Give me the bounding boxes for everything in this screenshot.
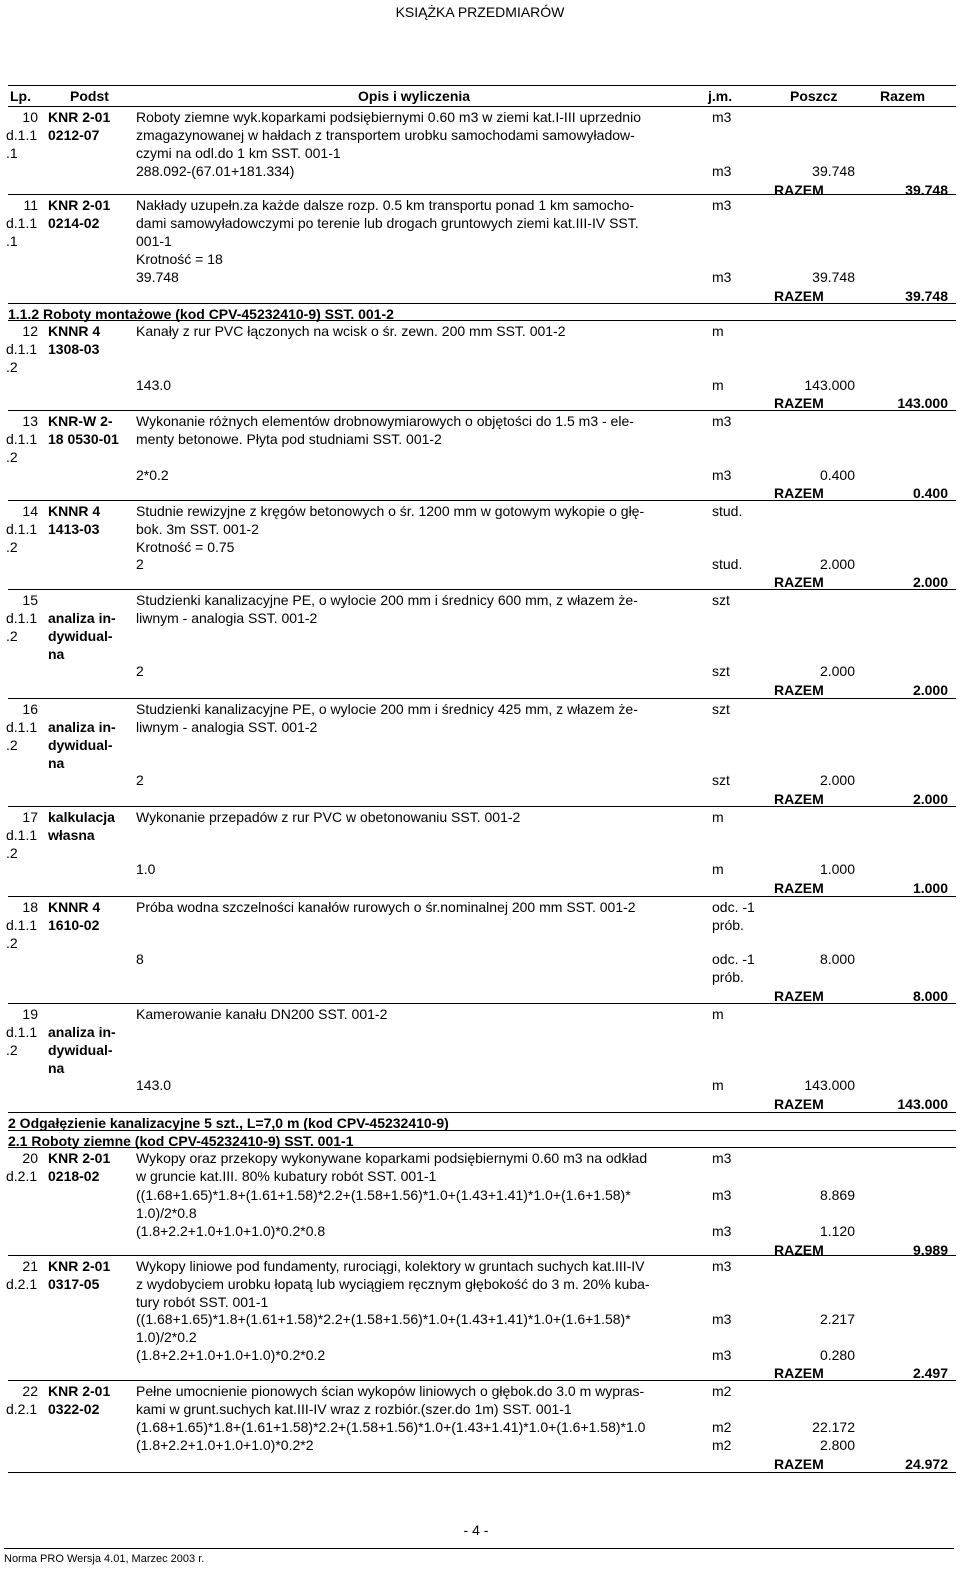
pos21-calc2-unit: m3 [712, 1347, 732, 1363]
pos13-total-label: RAZEM [774, 485, 824, 501]
pos16-lp-ref: .2 [6, 737, 18, 753]
pos13-basis: KNR-W 2- [48, 413, 113, 429]
pos10-lp-number: 10 [22, 109, 38, 125]
pos19-total-label: RAZEM [774, 1096, 824, 1112]
pos19-lp-number: 19 [22, 1006, 38, 1022]
pos22-calc1-unit: m2 [712, 1419, 732, 1435]
pos14-lp-number: 14 [22, 503, 38, 519]
sec112-top-border [8, 303, 956, 304]
pos13-calc-value: 0.400 [819, 467, 855, 483]
pos12-total-value: 143.000 [897, 395, 948, 411]
pos21-calc2: (1.8+2.2+1.0+1.0+1.0)*0.2*0.2 [136, 1347, 326, 1363]
pos18-lp-ref: .2 [6, 935, 18, 951]
pos19-total-value: 143.000 [897, 1096, 948, 1112]
pos19-basis: dywidual- [48, 1042, 113, 1058]
pos10-total-label: RAZEM [774, 182, 824, 198]
pos12-calc-unit: m [712, 377, 724, 393]
pos14-total-value: 2.000 [912, 574, 948, 590]
pos19-calc-unit: m [712, 1077, 724, 1093]
pos10-lp-ref: d.1.1 [6, 127, 38, 143]
pos13-lp-ref: d.1.1 [6, 431, 38, 447]
pos11-lp-number: 11 [23, 197, 38, 213]
pos11-description: 001-1 [136, 233, 172, 249]
pos12-total-label: RAZEM [774, 395, 824, 411]
pos18-lp-ref: d.1.1 [6, 917, 38, 933]
sec21-top-border [8, 1130, 956, 1131]
pos22-description: Pełne umocnienie pionowych ścian wykopów liniowych o głębok.do 3.0 m wypras- [136, 1383, 645, 1399]
pos22-basis: KNR 2-01 [48, 1383, 111, 1399]
pos13-unit: m3 [712, 413, 732, 429]
pos15-basis: na [48, 646, 65, 662]
pos21-description: Wykopy liniowe pod fundamenty, rurociągi, kolektory w gruntach suchych kat.III-IV [136, 1258, 645, 1274]
pos15-unit: szt [712, 592, 730, 608]
pos14-top-border [8, 500, 956, 501]
pos11-calc-unit: m3 [712, 269, 732, 285]
pos18-calc-unit: prób. [712, 969, 744, 985]
pos21-total-label: RAZEM [774, 1365, 824, 1381]
pos12-description: Kanały z rur PVC łączonych na wcisk o śr. zewn. 200 mm SST. 001-2 [136, 323, 566, 339]
pos20-unit: m3 [712, 1150, 732, 1166]
pos13-lp-ref: .2 [6, 449, 18, 465]
pos19-calc-value: 143.000 [804, 1077, 855, 1093]
pos12-lp-ref: .2 [6, 359, 18, 375]
software-version: Norma PRO Wersja 4.01, Marzec 2003 r. [4, 1553, 205, 1565]
pos20-top-border [8, 1147, 956, 1148]
pos12-unit: m [712, 323, 724, 339]
table-top-border [8, 85, 956, 86]
pos11-total-label: RAZEM [774, 288, 824, 304]
pos19-top-border [8, 1003, 956, 1004]
pos11-description: Nakłady uzupełn.za każde dalsze rozp. 0.5 km transportu ponad 1 km samocho- [136, 197, 635, 213]
pos11-lp-ref: .1 [6, 233, 18, 249]
pos17-unit: m [712, 809, 724, 825]
pos15-basis: dywidual- [48, 628, 113, 644]
pos17-top-border [8, 806, 956, 807]
pos22-calc1: (1.68+1.65)*1.8+(1.61+1.58)*2.2+(1.58+1.56)*1.0+(1.43+1.41)*1.0+(1.6+1.58)*1.0 [136, 1419, 646, 1435]
col-poszcz: Poszcz [790, 88, 838, 104]
pos21-calc2-value: 0.280 [819, 1347, 855, 1363]
pos18-basis: KNNR 4 [48, 899, 101, 915]
pos15-lp-ref: .2 [6, 628, 18, 644]
section-heading: 1.1.2 Roboty montażowe (kod CPV-45232410-9) SST. 001-2 [8, 306, 394, 322]
pos15-top-border [8, 589, 956, 590]
pos15-calc-value: 2.000 [819, 663, 855, 679]
pos10-basis: 0212-07 [48, 127, 100, 143]
pos15-calc: 2 [136, 663, 144, 679]
col-opis: Opis i wyliczenia [358, 88, 471, 104]
page-header-title: KSIĄŻKA PRZEDMIARÓW [395, 4, 565, 20]
pos10-description: czymi na odl.do 1 km SST. 001-1 [136, 145, 341, 161]
pos15-total-value: 2.000 [912, 682, 948, 698]
pos19-calc: 143.0 [136, 1077, 172, 1093]
pos14-basis: 1413-03 [48, 521, 100, 537]
pos16-basis: analiza in- [48, 719, 116, 735]
pos16-calc-unit: szt [712, 772, 730, 788]
pos21-description: z wydobyciem urobku łopatą lub wyciągiem ręcznym głębokość do 3 m. 20% kuba- [136, 1276, 650, 1292]
pos16-lp-ref: d.1.1 [6, 719, 38, 735]
pos17-calc: 1.0 [136, 861, 156, 877]
pos22-top-border [8, 1380, 956, 1381]
pos22-calc2-unit: m2 [712, 1437, 732, 1453]
pos15-calc-unit: szt [712, 663, 730, 679]
pos22-unit: m2 [712, 1383, 732, 1399]
pos16-basis: na [48, 755, 65, 771]
pos10-calc-unit: m3 [712, 163, 732, 179]
pos10-calc: 288.092-(67.01+181.334) [136, 163, 295, 179]
pos20-calc1: ((1.68+1.65)*1.8+(1.61+1.58)*2.2+(1.58+1.56)*1.0+(1.43+1.41)*1.0+(1.6+1.58)* [136, 1187, 631, 1203]
pos13-calc: 2*0.2 [136, 467, 169, 483]
pos22-description: kami w grunt.suchych kat.III-IV wraz z rozbiór.(szer.do 1m) SST. 001-1 [136, 1401, 572, 1417]
col-razem: Razem [880, 88, 926, 104]
pos19-lp-ref: d.1.1 [6, 1024, 38, 1040]
pos12-calc: 143.0 [136, 377, 172, 393]
pos20-calc2-value: 1.120 [819, 1223, 855, 1239]
pos22-calc1-value: 22.172 [812, 1419, 855, 1435]
pos12-calc-value: 143.000 [804, 377, 855, 393]
pos12-basis: 1308-03 [48, 341, 100, 357]
pos16-total-value: 2.000 [912, 791, 948, 807]
pos17-lp-ref: .2 [6, 845, 18, 861]
pos18-total-label: RAZEM [774, 988, 824, 1004]
pos14-calc: 2 [136, 556, 144, 572]
pos18-top-border [8, 896, 956, 897]
section-heading: 2 Odgałęzienie kanalizacyjne 5 szt., L=7,0 m (kod CPV-45232410-9) [8, 1115, 449, 1131]
pos14-description: Studnie rewizyjne z kręgów betonowych o śr. 1200 mm w gotowym wykopie o głę- [136, 503, 645, 519]
pos19-basis: na [48, 1060, 65, 1076]
pos16-calc-value: 2.000 [819, 772, 855, 788]
pos16-top-border [8, 698, 956, 699]
sec2-top-border [8, 1112, 956, 1113]
pos21-total-value: 2.497 [912, 1365, 948, 1381]
pos15-description: liwnym - analogia SST. 001-2 [136, 610, 318, 626]
col-jm: j.m. [708, 88, 733, 104]
pos20-calc1-value: 8.869 [819, 1187, 855, 1203]
pos11-unit: m3 [712, 197, 732, 213]
pos19-description: Kamerowanie kanału DN200 SST. 001-2 [136, 1006, 388, 1022]
pos22-total-label: RAZEM [774, 1456, 824, 1472]
page-number: - 4 - [463, 1522, 489, 1538]
pos17-total-label: RAZEM [774, 880, 824, 896]
pos12-basis: KNNR 4 [48, 323, 101, 339]
pos21-lp-ref: d.2.1 [6, 1276, 38, 1292]
pos22-total-value: 24.972 [905, 1456, 948, 1472]
pos16-lp-number: 16 [22, 701, 38, 717]
pos13-lp-number: 13 [22, 413, 38, 429]
pos20-lp-ref: d.2.1 [6, 1168, 38, 1184]
pos19-lp-ref: .2 [6, 1042, 18, 1058]
pos11-description: dami samowyładowczymi po terenie lub drogach gruntowych ziemi kat.III-IV SST. [136, 215, 639, 231]
pos13-description: menty betonowe. Płyta pod studniami SST. 001-2 [136, 431, 442, 447]
pos18-total-value: 8.000 [912, 988, 948, 1004]
footer-divider [4, 1548, 954, 1549]
pos22-lp-ref: d.2.1 [6, 1401, 38, 1417]
pos20-lp-number: 20 [22, 1150, 38, 1166]
pos16-unit: szt [712, 701, 730, 717]
pos16-description: Studzienki kanalizacyjne PE, o wylocie 200 mm i średnicy 425 mm, z włazem że- [136, 701, 638, 717]
pos17-basis: własna [48, 827, 95, 843]
column-header-row [8, 88, 956, 106]
pos18-description: Próba wodna szczelności kanałów rurowych o śr.nominalnej 200 mm SST. 001-2 [136, 899, 636, 915]
pos20-description: w gruncie kat.III. 80% kubatury robót SST. 001-1 [136, 1168, 437, 1184]
pos12-lp-ref: d.1.1 [6, 341, 38, 357]
pos10-lp-ref: .1 [6, 145, 18, 161]
pos14-unit: stud. [712, 503, 743, 519]
pos14-description: bok. 3m SST. 001-2 [136, 521, 259, 537]
pos21-basis: KNR 2-01 [48, 1258, 111, 1274]
pos20-calc1: 1.0)/2*0.8 [136, 1205, 197, 1221]
pos21-lp-number: 21 [22, 1258, 38, 1274]
pos17-calc-value: 1.000 [819, 861, 855, 877]
pos21-description: tury robót SST. 001-1 [136, 1294, 269, 1310]
pos10-top-border [8, 106, 956, 107]
pos21-top-border [8, 1255, 956, 1256]
pos19-basis: analiza in- [48, 1024, 116, 1040]
pos13-total-value: 0.400 [912, 485, 948, 501]
pos22-calc2-value: 2.800 [819, 1437, 855, 1453]
pos20-total-value: 9.989 [912, 1242, 948, 1258]
pos20-calc2: (1.8+2.2+1.0+1.0+1.0)*0.2*0.8 [136, 1223, 326, 1239]
pos14-lp-ref: .2 [6, 539, 18, 555]
pos13-basis: 18 0530-01 [48, 431, 119, 447]
pos10-description: zmagazynowanej w hałdach z transportem urobku samochodami samowyładow- [136, 127, 635, 143]
col-podst: Podst [70, 88, 109, 104]
pos18-calc-value: 8.000 [819, 951, 855, 967]
pos11-top-border [8, 194, 956, 195]
pos16-basis: dywidual- [48, 737, 113, 753]
pos21-calc1: 1.0)/2*0.2 [136, 1329, 197, 1345]
table-bottom-border [8, 1472, 956, 1473]
pos15-lp-number: 15 [22, 592, 38, 608]
pos20-description: Wykopy oraz przekopy wykonywane koparkami podsiębiernymi 0.60 m3 na odkład [136, 1150, 648, 1166]
pos11-lp-ref: d.1.1 [6, 215, 38, 231]
pos20-total-label: RAZEM [774, 1242, 824, 1258]
pos14-basis: KNNR 4 [48, 503, 101, 519]
pos13-description: Wykonanie różnych elementów drobnowymiarowych o objętości do 1.5 m3 - ele- [136, 413, 634, 429]
pos11-basis: KNR 2-01 [48, 197, 111, 213]
pos18-basis: 1610-02 [48, 917, 100, 933]
pos18-lp-number: 18 [22, 899, 38, 915]
pos22-lp-number: 22 [22, 1383, 38, 1399]
pos10-total-value: 39.748 [905, 182, 948, 198]
pos11-total-value: 39.748 [905, 288, 948, 304]
pos14-description: Krotność = 0.75 [136, 539, 235, 555]
pos22-basis: 0322-02 [48, 1401, 100, 1417]
pos14-calc-unit: stud. [712, 556, 743, 572]
pos16-description: liwnym - analogia SST. 001-2 [136, 719, 318, 735]
pos19-unit: m [712, 1006, 724, 1022]
pos20-calc2-unit: m3 [712, 1223, 732, 1239]
pos21-unit: m3 [712, 1258, 732, 1274]
pos17-basis: kalkulacja [48, 809, 115, 825]
pos15-description: Studzienki kanalizacyjne PE, o wylocie 200 mm i średnicy 600 mm, z włazem że- [136, 592, 638, 608]
pos12-lp-number: 12 [22, 323, 38, 339]
pos18-unit: odc. -1 [712, 899, 755, 915]
pos17-description: Wykonanie przepadów z rur PVC w obetonowaniu SST. 001-2 [136, 809, 521, 825]
col-lp: Lp. [10, 88, 31, 104]
pos11-calc: 39.748 [136, 269, 179, 285]
pos18-unit: prób. [712, 917, 744, 933]
pos16-calc: 2 [136, 772, 144, 788]
pos14-total-label: RAZEM [774, 574, 824, 590]
pos13-top-border [8, 410, 956, 411]
pos11-basis: 0214-02 [48, 215, 100, 231]
pos11-calc-value: 39.748 [812, 269, 855, 285]
pos17-calc-unit: m [712, 861, 724, 877]
pos18-calc: 8 [136, 951, 144, 967]
pos10-description: Roboty ziemne wyk.koparkami podsiębiernymi 0.60 m3 w ziemi kat.I-III uprzednio [136, 109, 641, 125]
pos13-calc-unit: m3 [712, 467, 732, 483]
pos20-basis: 0218-02 [48, 1168, 100, 1184]
pos15-basis: analiza in- [48, 610, 116, 626]
pos16-total-label: RAZEM [774, 791, 824, 807]
pos10-calc-value: 39.748 [812, 163, 855, 179]
pos17-lp-number: 17 [22, 809, 38, 825]
pos18-calc-unit: odc. -1 [712, 951, 755, 967]
pos20-calc1-unit: m3 [712, 1187, 732, 1203]
pos20-basis: KNR 2-01 [48, 1150, 111, 1166]
pos11-description: Krotność = 18 [136, 251, 223, 267]
pos15-lp-ref: d.1.1 [6, 610, 38, 626]
pos10-basis: KNR 2-01 [48, 109, 111, 125]
pos17-total-value: 1.000 [912, 880, 948, 896]
pos15-total-label: RAZEM [774, 682, 824, 698]
pos10-unit: m3 [712, 109, 732, 125]
pos22-calc2: (1.8+2.2+1.0+1.0+1.0)*0.2*2 [136, 1437, 314, 1453]
pos21-calc1-unit: m3 [712, 1311, 732, 1327]
pos14-calc-value: 2.000 [819, 556, 855, 572]
section-heading: 2.1 Roboty ziemne (kod CPV-45232410-9) SST. 001-1 [8, 1133, 354, 1149]
pos17-lp-ref: d.1.1 [6, 827, 38, 843]
pos14-lp-ref: d.1.1 [6, 521, 38, 537]
pos21-basis: 0317-05 [48, 1276, 100, 1292]
pos21-calc1: ((1.68+1.65)*1.8+(1.61+1.58)*2.2+(1.58+1.56)*1.0+(1.43+1.41)*1.0+(1.6+1.58)* [136, 1311, 631, 1327]
pos21-calc1-value: 2.217 [819, 1311, 855, 1327]
